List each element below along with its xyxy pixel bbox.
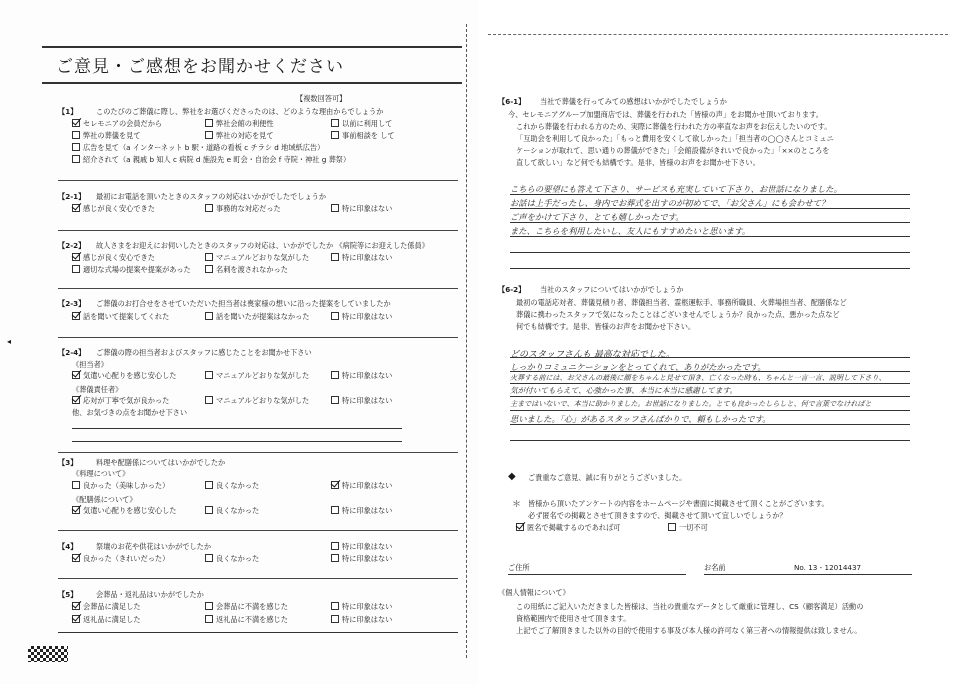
asterisk-icon: ＊ <box>512 500 522 510</box>
s62-number: 【6-2】 <box>498 285 526 294</box>
divider <box>58 288 458 289</box>
checkbox[interactable] <box>205 312 213 320</box>
s3-sub2-option-1[interactable]: 気遣い心配りを感じ安心した <box>72 506 176 515</box>
s22-option-5[interactable]: 名刺を渡されなかった <box>205 265 288 274</box>
s21-option-2[interactable]: 事務的な対応だった <box>205 204 281 213</box>
checkbox[interactable] <box>205 119 213 127</box>
s62-handwriting-1: どのスタッフさんも 最高な対応でした。 <box>510 350 675 360</box>
checkbox[interactable] <box>331 602 339 610</box>
checkbox[interactable] <box>205 253 213 261</box>
checkbox[interactable] <box>331 119 339 127</box>
publish-question: 必ず匿名での掲載とさせて頂きますので、掲載させて頂いて宜しいでしょうか？ <box>528 511 787 520</box>
checkbox[interactable] <box>205 481 213 489</box>
s62-question: 当社のスタッフについてはいかがでしょうか <box>540 285 684 294</box>
s62-handwriting-6: 思いました。「心」があるスタッフさんばかりで、頼もしかったです。 <box>510 414 771 424</box>
name-label: お名前 <box>704 563 726 572</box>
multi-answer-label: 【複数回答可】 <box>296 94 347 103</box>
form-number: No. 13 - 12014437 <box>794 563 862 572</box>
s1-option-8[interactable]: 紹介されて（a 親戚 b 知人 c 病院 d 施設先 e 町会・自治会 f 寺院・神社 g 葬祭） <box>72 155 350 164</box>
s21-option-3[interactable]: 特に印象はない <box>331 204 392 213</box>
s61-body-4: ケーションが取れて、思い通りの葬儀ができた」「会館設備がきれいで良かった」「××のところを <box>516 146 830 155</box>
s5-option-4[interactable]: 返礼品に満足した <box>72 615 141 624</box>
s24-sub1-option-1[interactable]: 気遣い心配りを感じ安心した <box>72 371 176 380</box>
s3-sub2-option-2[interactable]: 良くなかった <box>205 506 259 515</box>
s62-handwriting-2: しっかりコミュニケーションをとってくれて、ありがたかったです。 <box>510 362 766 372</box>
scan-marker-icon <box>28 646 68 662</box>
s4-question: 祭壇のお花や供花はいかがでしたか <box>96 542 212 551</box>
s24-sub1-option-2[interactable]: マニュアルどおりな気がした <box>205 371 309 380</box>
s5-option-5[interactable]: 返礼品に不満を感じた <box>205 615 288 624</box>
s1-option-1[interactable]: セレモニアの会員だから <box>72 119 162 128</box>
s61-body-3: 「互助会を利用して良かった」「もっと費用を安くして欲しかった」「担当者の◯◯さんとコミュニ <box>516 134 834 143</box>
s22-option-1[interactable]: 感じが良く安心できた <box>72 253 155 262</box>
checkbox[interactable] <box>205 602 213 610</box>
s1-option-7[interactable]: 広告を見て（a インターネット b 駅・道路の看板 c チラシ d 地域紙広告） <box>72 143 324 152</box>
checkbox-checked[interactable] <box>72 312 80 320</box>
s62-body-2: 葬儀に携わったスタッフで気になったことはございませんでしょうか？良かった点、悪かった点など <box>516 310 840 319</box>
checkbox-checked[interactable] <box>72 371 80 379</box>
s5-option-2[interactable]: 会葬品に不満を感じた <box>205 602 288 611</box>
divider <box>58 632 458 633</box>
answer-line[interactable] <box>510 410 910 411</box>
s61-number: 【6-1】 <box>498 97 526 106</box>
star-bullet-icon: ◆ <box>508 471 516 482</box>
s24-number: 【2-4】 <box>58 348 86 357</box>
s24-sub2-option-3[interactable]: 特に印象はない <box>331 396 392 405</box>
answer-line[interactable] <box>510 396 910 397</box>
divider <box>58 452 458 453</box>
answer-line[interactable] <box>510 252 910 253</box>
divider <box>58 578 458 579</box>
s23-question: ご葬儀のお打合せをさせていただいた担当者は喪家様の想いに沿った提案をしていましたか <box>96 299 391 308</box>
s22-number: 【2-2】 <box>58 241 86 250</box>
answer-line[interactable] <box>72 428 402 429</box>
checkbox[interactable] <box>668 523 676 531</box>
s62-handwriting-4: 気が付いてもらえて、心強かった事、本当に本当に感謝してます。 <box>510 386 738 395</box>
answer-line[interactable] <box>510 440 910 441</box>
s4-option-3[interactable]: 特に印象はない <box>331 554 392 563</box>
s61-handwriting-3: ご声をかけて下さり、とても嬉しかったです。 <box>510 212 684 222</box>
name-field[interactable] <box>704 574 912 575</box>
checkbox-checked[interactable] <box>331 481 339 489</box>
checkbox-checked[interactable] <box>72 506 80 514</box>
s4-option-4[interactable]: 特に印象はない <box>331 542 392 551</box>
s24-sub2-option-2[interactable]: マニュアルどおりな気がした <box>205 396 309 405</box>
checkbox[interactable] <box>331 554 339 562</box>
s4-option-2[interactable]: 良くなかった <box>205 554 259 563</box>
thanks-text: ご貴重なご意見、誠に有りがとうございました。 <box>528 473 687 482</box>
s61-handwriting-4: また、こちらを利用したいし、友人にもすすめたいと思います。 <box>510 226 751 236</box>
checkbox-checked[interactable] <box>72 554 80 562</box>
s5-question: 会葬品・返礼品はいかがでしたか <box>96 590 204 599</box>
checkbox[interactable] <box>331 312 339 320</box>
s21-number: 【2-1】 <box>58 192 86 201</box>
divider <box>58 337 458 338</box>
checkbox[interactable] <box>331 506 339 514</box>
checkbox[interactable] <box>205 204 213 212</box>
s4-number: 【4】 <box>58 542 78 551</box>
s23-number: 【2-3】 <box>58 299 86 308</box>
checkbox[interactable] <box>205 371 213 379</box>
s61-handwriting-1: こちらの要望にも答えて下さり、サービスも充実していて下さり、お世話になりました。 <box>510 184 842 194</box>
s3-sub2-option-3[interactable]: 特に印象はない <box>331 506 392 515</box>
s4-option-1[interactable]: 良かった（きれいだった） <box>72 554 169 563</box>
s24-free-label: 他、お気づきの点をお聞かせ下さい <box>72 408 188 417</box>
checkbox-checked[interactable] <box>516 523 524 531</box>
checkbox[interactable] <box>205 396 213 404</box>
s22-question: 故人さまをお迎えにお伺いしたときのスタッフの対応は、いかがでしたか 《病院等にお迎えした係員》 <box>96 241 429 250</box>
checkbox-checked[interactable] <box>72 396 80 404</box>
s61-body-5: 直して欲しい」など何でも結構です。是非、皆様のお声をお聞かせ下さい。 <box>516 158 760 167</box>
s62-body-3: 何でも結構です。是非、皆様のお声をお聞かせ下さい。 <box>516 322 696 331</box>
s62-body-1: 最初の電話応対者、葬儀見積り者、葬儀担当者、霊柩運転手、事務所職員、火葬場担当者、配膳係など <box>516 298 847 307</box>
checkbox[interactable] <box>205 554 213 562</box>
s3-sub1-option-3[interactable]: 特に印象はない <box>331 481 392 490</box>
answer-line[interactable] <box>510 236 910 237</box>
s5-option-6[interactable]: 特に印象はない <box>331 615 392 624</box>
s1-option-6[interactable]: 事前相談を して <box>331 131 395 140</box>
answer-line[interactable] <box>510 208 910 209</box>
s1-option-5[interactable]: 弊社の対応を見て <box>205 131 274 140</box>
s21-question: 最初にお電話を頂いたときのスタッフの対応はいかがでしたでしょうか <box>96 192 327 201</box>
answer-line[interactable] <box>510 424 910 425</box>
checkbox[interactable] <box>331 253 339 261</box>
s23-option-1[interactable]: 話を聞いて提案してくれた <box>72 312 169 321</box>
privacy-body-2: 資格範囲内で使用させて頂きます。 <box>516 614 631 623</box>
checkbox[interactable] <box>72 155 80 163</box>
address-field[interactable] <box>508 574 686 575</box>
publish-option-1[interactable]: 匿名で掲載するのであれば可 <box>516 523 620 532</box>
address-label: ご住所 <box>508 563 530 572</box>
checkbox[interactable] <box>205 506 213 514</box>
checkbox-checked[interactable] <box>72 204 80 212</box>
s21-option-1[interactable]: 感じが良く安心できた <box>72 204 155 213</box>
s22-option-2[interactable]: マニュアルどおりな気がした <box>205 253 309 262</box>
answer-line[interactable] <box>510 194 910 195</box>
checkbox[interactable] <box>72 481 80 489</box>
privacy-body-1: この用紙にご記入いただきました皆様は、当社の貴重なデータとして厳重に管理し、CS（顧客満足）活動の <box>516 602 864 611</box>
s61-body-1: 今、セレモニアグループ加盟商店では、葬儀を行われた「皆様の声」をお聞かせ頂いております。 <box>508 110 823 119</box>
s3-number: 【3】 <box>58 458 78 467</box>
answer-line[interactable] <box>510 383 910 384</box>
s3-sub1-option-2[interactable]: 良くなかった <box>205 481 259 490</box>
checkbox[interactable] <box>331 542 339 550</box>
publish-note: 皆様から頂いたアンケートの内容をホームページや書面に掲載させて頂くことがございます。 <box>528 499 829 508</box>
left-page <box>0 0 478 684</box>
s61-handwriting-2: お話は上手だったし、身内でお葬式を出すのが初めてで、「お父さん」にも会わせて？ <box>510 198 830 208</box>
binding-mark-icon: ◂ <box>7 337 12 346</box>
divider <box>58 180 458 181</box>
s1-question: このたびのご葬儀に際し、弊社をお選びくださったのは、どのような理由からでしょうか <box>96 107 384 116</box>
s23-option-2[interactable]: 話を聞いたが提案はなかった <box>205 312 309 321</box>
s61-question: 当社で葬儀を行ってみての感想はいかがでしたでしょうか <box>540 97 727 106</box>
checkbox[interactable] <box>205 131 213 139</box>
checkbox[interactable] <box>331 615 339 623</box>
s24-sub2-label: 《葬儀責任者》 <box>72 385 123 394</box>
answer-line[interactable] <box>510 371 910 372</box>
s24-question: ご葬儀の際の担当者およびスタッフに感じたことをお聞かせ下さい <box>96 348 312 357</box>
checkbox-checked[interactable] <box>72 602 80 610</box>
page-fold-line <box>466 24 467 658</box>
publish-option-2[interactable]: 一切不可 <box>668 523 708 532</box>
page-title: ご意見・ご感想をお聞かせください <box>42 46 462 84</box>
top-dashed-rule <box>488 34 948 35</box>
s3-sub2-label: 《配膳係について》 <box>72 495 137 504</box>
privacy-body-3: 上記でご了解頂きました以外の目的で使用する事及び本人様の許可なく第三者への情報提供は致しません。 <box>516 626 862 635</box>
s5-number: 【5】 <box>58 590 78 599</box>
s1-option-2[interactable]: 弊社会館の利便性 <box>205 119 274 128</box>
checkbox[interactable] <box>331 131 339 139</box>
s23-option-3[interactable]: 特に印象はない <box>331 312 392 321</box>
checkbox[interactable] <box>331 204 339 212</box>
checkbox[interactable] <box>72 143 80 151</box>
s3-sub1-option-1[interactable]: 良かった（美味しかった） <box>72 481 169 490</box>
s5-option-1[interactable]: 会葬品に満足した <box>72 602 141 611</box>
s1-number: 【1】 <box>58 107 78 116</box>
s24-sub1-option-3[interactable]: 特に印象はない <box>331 371 392 380</box>
answer-line[interactable] <box>72 441 402 442</box>
checkbox[interactable] <box>205 265 213 273</box>
s24-sub2-option-1[interactable]: 応対が丁寧で気が良かった <box>72 396 169 405</box>
checkbox[interactable] <box>72 131 80 139</box>
s62-handwriting-3: 火葬する前には、お父さんの最後に顔をちゃんと見せて頂き、亡くなった時も、ちゃんと一言一言、説明して下さり、 <box>510 373 886 382</box>
s5-option-3[interactable]: 特に印象はない <box>331 602 392 611</box>
checkbox[interactable] <box>331 371 339 379</box>
s3-question: 料理や配膳係についてはいかがでしたか <box>96 458 226 467</box>
checkbox[interactable] <box>72 265 80 273</box>
privacy-title: 《個人情報について》 <box>498 588 570 597</box>
s1-option-4[interactable]: 弊社の葬儀を見て <box>72 131 141 140</box>
s22-option-3[interactable]: 特に印象はない <box>331 253 392 262</box>
s3-sub1-label: 《料理について》 <box>72 469 130 478</box>
s62-handwriting-5: 主まではいないで、本当に助かりました。お世話になりました。とても良かったしらしと、何で言葉でなければと <box>510 399 872 408</box>
s61-body-2: これから葬儀を行われる方のため、実際に葬儀を行われた方の率直なお声をお伝えしたいのです。 <box>516 122 832 131</box>
s22-option-4[interactable]: 適切な式場の提案や提案があった <box>72 265 191 274</box>
divider <box>58 230 458 231</box>
checkbox-checked[interactable] <box>72 253 80 261</box>
answer-line[interactable] <box>510 222 910 223</box>
checkbox-checked[interactable] <box>72 119 80 127</box>
s1-option-3[interactable]: 以前に利用して <box>331 119 392 128</box>
divider <box>58 530 458 531</box>
answer-line[interactable] <box>510 268 910 269</box>
checkbox[interactable] <box>205 615 213 623</box>
s24-sub1-label: 《担当者》 <box>72 360 108 369</box>
checkbox[interactable] <box>331 396 339 404</box>
answer-line[interactable] <box>510 357 910 358</box>
checkbox-checked[interactable] <box>72 615 80 623</box>
